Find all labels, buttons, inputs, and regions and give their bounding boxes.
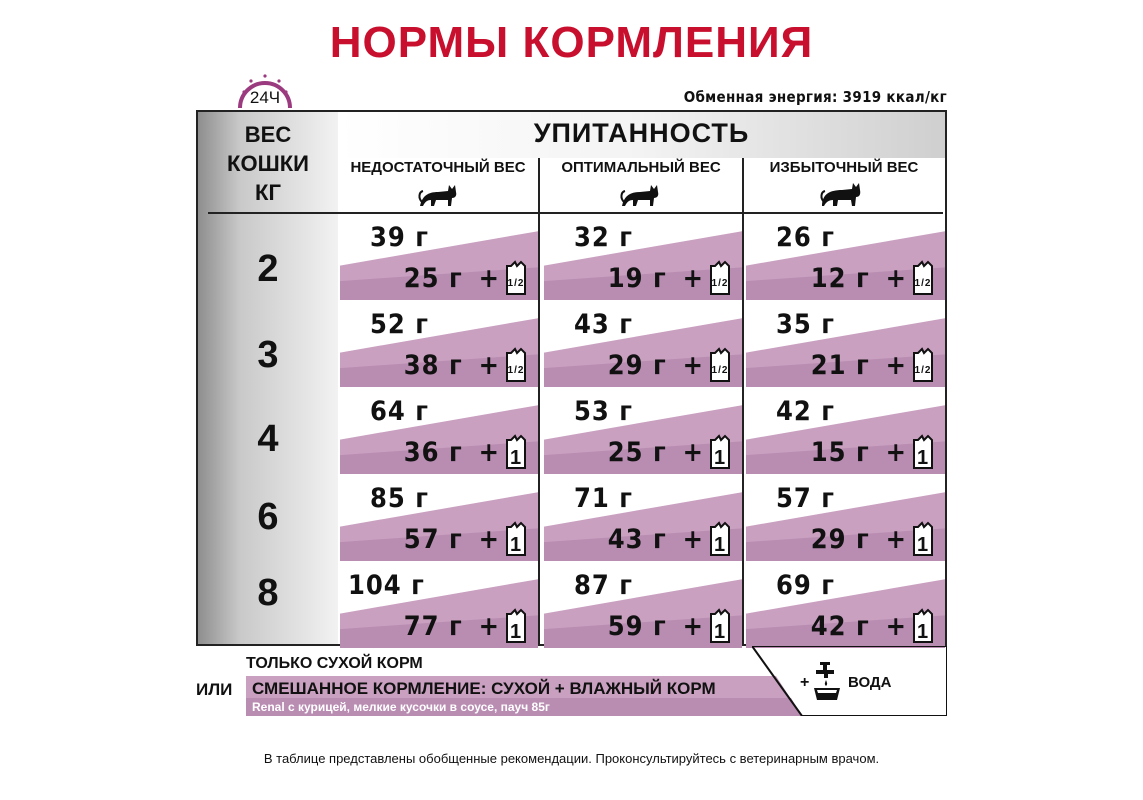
condition-optimal: ОПТИМАЛЬНЫЙ ВЕС (561, 159, 721, 176)
feeding-cell (746, 388, 945, 474)
feeding-cell (340, 562, 538, 648)
feeding-cell (544, 388, 742, 474)
mixed-feeding-amount (404, 608, 528, 644)
dry-only-amount: 43 г (574, 309, 633, 340)
mixed-feeding-amount (404, 347, 528, 383)
feeding-cell (746, 475, 945, 561)
legend-product: Renal с курицей, мелкие кусочки в соусе, пауч 85г (252, 700, 550, 714)
pouch-portion: 1/2 (914, 278, 932, 289)
dry-only-amount: 53 г (574, 396, 633, 427)
mixed-feeding-amount (608, 434, 732, 470)
mixed-dry-amount: 25 г (607, 436, 667, 468)
plus-sign: + (682, 349, 704, 381)
mixed-dry-amount: 42 г (810, 610, 870, 642)
pouch-portion: 1 (713, 621, 727, 643)
mixed-feeding-amount (404, 260, 528, 296)
column-divider (742, 158, 744, 644)
mixed-dry-amount: 12 г (810, 262, 870, 294)
pouch-icon (504, 347, 528, 383)
pouch-icon (708, 521, 732, 557)
mixed-feeding-amount (811, 434, 935, 470)
weight-value: 3 (257, 334, 279, 376)
feeding-cell (544, 475, 742, 561)
mixed-feeding-amount (608, 260, 732, 296)
legend-water: ВОДА (848, 674, 892, 691)
plus-sign: + (478, 523, 500, 555)
mixed-dry-amount: 19 г (607, 262, 667, 294)
feeding-cell (340, 388, 538, 474)
pouch-icon (708, 260, 732, 296)
mixed-dry-amount: 29 г (810, 523, 870, 555)
weight-value: 4 (257, 418, 279, 460)
mixed-dry-amount: 21 г (810, 349, 870, 381)
pouch-icon (504, 260, 528, 296)
mixed-dry-amount: 77 г (403, 610, 463, 642)
legend-dry-only: ТОЛЬКО СУХОЙ КОРМ (246, 655, 423, 672)
plus-sign: + (682, 610, 704, 642)
pouch-portion: 1/2 (507, 278, 525, 289)
feeding-cell (544, 301, 742, 387)
weight-header-line-3: КГ (255, 180, 281, 205)
mixed-dry-amount: 15 г (810, 436, 870, 468)
condition-underweight: НЕДОСТАТОЧНЫЙ ВЕС (350, 159, 526, 176)
clock-label: 24Ч (249, 88, 281, 107)
pouch-icon (708, 434, 732, 470)
feeding-cell (340, 301, 538, 387)
plus-sign: + (885, 262, 907, 294)
plus-sign: + (885, 436, 907, 468)
water-plus: + (800, 674, 810, 691)
weight-column-header (198, 120, 338, 207)
pouch-portion: 1/2 (914, 365, 932, 376)
plus-sign: + (478, 610, 500, 642)
dry-only-amount: 104 г (348, 570, 425, 601)
feeding-cell (340, 214, 538, 300)
cat-silhouette-icon (620, 180, 662, 208)
plus-sign: + (682, 436, 704, 468)
weight-value: 8 (257, 572, 279, 614)
dry-only-amount: 26 г (776, 222, 835, 253)
plus-sign: + (682, 262, 704, 294)
feeding-cell (544, 562, 742, 648)
mixed-feeding-amount (404, 521, 528, 557)
pouch-portion: 1 (509, 534, 523, 556)
plus-sign: + (478, 436, 500, 468)
plus-sign: + (885, 349, 907, 381)
pouch-portion: 1 (713, 534, 727, 556)
disclaimer: В таблице представлены обобщенные рекомендации. Проконсультируйтесь с ветеринарным врачом. (263, 751, 880, 766)
weight-header-line-2: КОШКИ (227, 151, 309, 176)
mixed-dry-amount: 43 г (607, 523, 667, 555)
legend-or: ИЛИ (196, 680, 233, 699)
plus-sign: + (682, 523, 704, 555)
dry-only-amount: 39 г (370, 222, 429, 253)
dry-only-amount: 71 г (574, 483, 633, 514)
weight-value: 2 (257, 248, 279, 290)
dry-only-amount: 42 г (776, 396, 835, 427)
pouch-icon (504, 434, 528, 470)
mixed-feeding-amount (608, 347, 732, 383)
pouch-icon (911, 608, 935, 644)
dry-only-amount: 57 г (776, 483, 835, 514)
dry-only-amount: 52 г (370, 309, 429, 340)
weight-value: 6 (257, 496, 279, 538)
pouch-portion: 1 (916, 621, 930, 643)
mixed-feeding-amount (811, 521, 935, 557)
water-tap-bowl-icon (812, 660, 842, 704)
dry-only-amount: 85 г (370, 483, 429, 514)
pouch-portion: 1 (509, 447, 523, 469)
condition-overweight: ИЗБЫТОЧНЫЙ ВЕС (769, 159, 919, 176)
feeding-table (196, 110, 947, 646)
mixed-dry-amount: 59 г (607, 610, 667, 642)
mixed-dry-amount: 38 г (403, 349, 463, 381)
pouch-icon (911, 434, 935, 470)
legend-mixed-feeding: СМЕШАННОЕ КОРМЛЕНИЕ: СУХОЙ + ВЛАЖНЫЙ КОРМ (252, 679, 716, 698)
weight-header-line-1: ВЕС (244, 122, 292, 147)
pouch-icon (504, 608, 528, 644)
dry-only-amount: 87 г (574, 570, 633, 601)
feeding-cell (746, 562, 945, 648)
pouch-icon (911, 347, 935, 383)
dry-only-amount: 64 г (370, 396, 429, 427)
mixed-feeding-amount (608, 521, 732, 557)
mixed-feeding-amount (811, 260, 935, 296)
column-divider (538, 158, 540, 644)
mixed-feeding-amount (404, 434, 528, 470)
plus-sign: + (885, 523, 907, 555)
metabolic-energy: Обменная энергия: 3919 ккал/кг (683, 88, 947, 106)
mixed-feeding-amount (811, 608, 935, 644)
pouch-portion: 1/2 (711, 278, 729, 289)
mixed-dry-amount: 29 г (607, 349, 667, 381)
dry-only-amount: 69 г (776, 570, 835, 601)
dry-only-amount: 35 г (776, 309, 835, 340)
pouch-portion: 1 (509, 621, 523, 643)
feeding-cell (746, 301, 945, 387)
pouch-portion: 1/2 (711, 365, 729, 376)
dry-only-amount: 32 г (574, 222, 633, 253)
pouch-portion: 1 (916, 534, 930, 556)
feeding-cell (544, 214, 742, 300)
plus-sign: + (885, 610, 907, 642)
pouch-portion: 1 (713, 447, 727, 469)
cat-silhouette-icon (418, 180, 460, 208)
pouch-icon (911, 521, 935, 557)
plus-sign: + (478, 349, 500, 381)
mixed-dry-amount: 36 г (403, 436, 463, 468)
pouch-icon (911, 260, 935, 296)
mixed-dry-amount: 57 г (403, 523, 463, 555)
plus-sign: + (478, 262, 500, 294)
page-title: НОРМЫ КОРМЛЕНИЯ (329, 18, 814, 67)
feeding-cell (340, 475, 538, 561)
condition-header: УПИТАННОСТЬ (533, 118, 750, 148)
mixed-feeding-amount (608, 608, 732, 644)
mixed-dry-amount: 25 г (403, 262, 463, 294)
cat-silhouette-icon (820, 178, 866, 208)
pouch-portion: 1 (916, 447, 930, 469)
feeding-cell (746, 214, 945, 300)
pouch-portion: 1/2 (507, 365, 525, 376)
pouch-icon (708, 347, 732, 383)
mixed-feeding-amount (811, 347, 935, 383)
pouch-icon (708, 608, 732, 644)
pouch-icon (504, 521, 528, 557)
